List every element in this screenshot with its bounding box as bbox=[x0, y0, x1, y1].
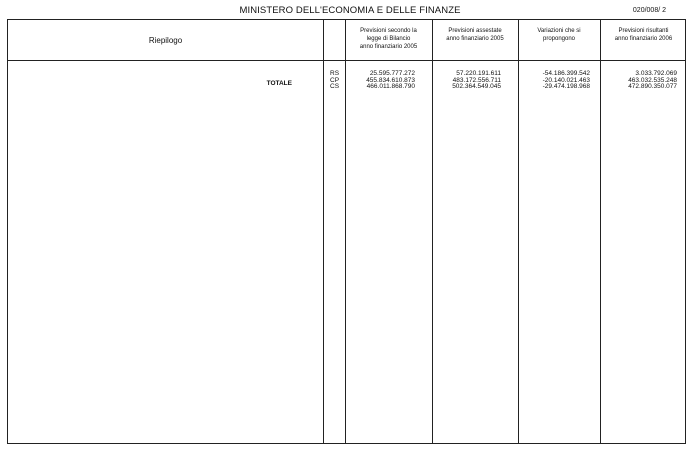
row-codes bbox=[323, 71, 345, 91]
value-cell: 455.834.610.873 bbox=[366, 76, 415, 84]
column-header-previsioni-assestate bbox=[432, 27, 518, 43]
value-cell: -54.186.399.542 bbox=[542, 70, 590, 77]
value-cell: 472.890.350.077 bbox=[628, 83, 677, 90]
column-header-previsioni-risultanti bbox=[600, 27, 687, 43]
values-variazioni bbox=[518, 71, 600, 91]
code-cs: CS bbox=[330, 83, 340, 90]
value-cell: -29.474.198.968 bbox=[542, 83, 590, 90]
value-cell: 25.595.777.272 bbox=[369, 70, 415, 77]
page-title: MINISTERO DELL'ECONOMIA E DELLE FINANZE bbox=[239, 5, 461, 16]
value-cell: 502.364.549.045 bbox=[452, 83, 501, 90]
value-cell: 3.033.792.069 bbox=[635, 70, 677, 77]
column-header-variazioni bbox=[518, 27, 600, 43]
header-divider bbox=[8, 60, 685, 61]
column-header-text: Previsioni risultanti anno finanziario 2006 bbox=[614, 28, 673, 42]
values-previsioni-assestate bbox=[432, 71, 518, 91]
page-code: 020/008/ 2 bbox=[632, 7, 666, 14]
value-cell: -20.140.021.463 bbox=[542, 76, 590, 84]
values-previsioni-risultanti bbox=[600, 71, 687, 91]
row-label-totale: TOTALE bbox=[266, 80, 292, 87]
value-cell: 483.172.556.711 bbox=[452, 76, 501, 84]
value-cell: 466.011.868.790 bbox=[366, 83, 415, 90]
column-header-previsioni-legge-bilancio bbox=[345, 27, 432, 51]
summary-table bbox=[7, 19, 686, 444]
code-rs: RS bbox=[330, 70, 340, 77]
column-header-text: Previsioni secondo la legge di Bilancio anno finanziario 2005 bbox=[359, 28, 418, 50]
value-cell: 57.220.191.611 bbox=[456, 70, 501, 77]
column-header-text: Variazioni che si propongono bbox=[537, 28, 581, 42]
code-cp: CP bbox=[330, 76, 340, 84]
column-header-text: Previsioni assestate anno finanziario 2005 bbox=[446, 28, 504, 42]
values-previsioni-legge-bilancio bbox=[345, 71, 432, 91]
value-cell: 463.032.535.248 bbox=[628, 76, 677, 84]
row-header-riepilogo: Riepilogo bbox=[148, 36, 183, 45]
